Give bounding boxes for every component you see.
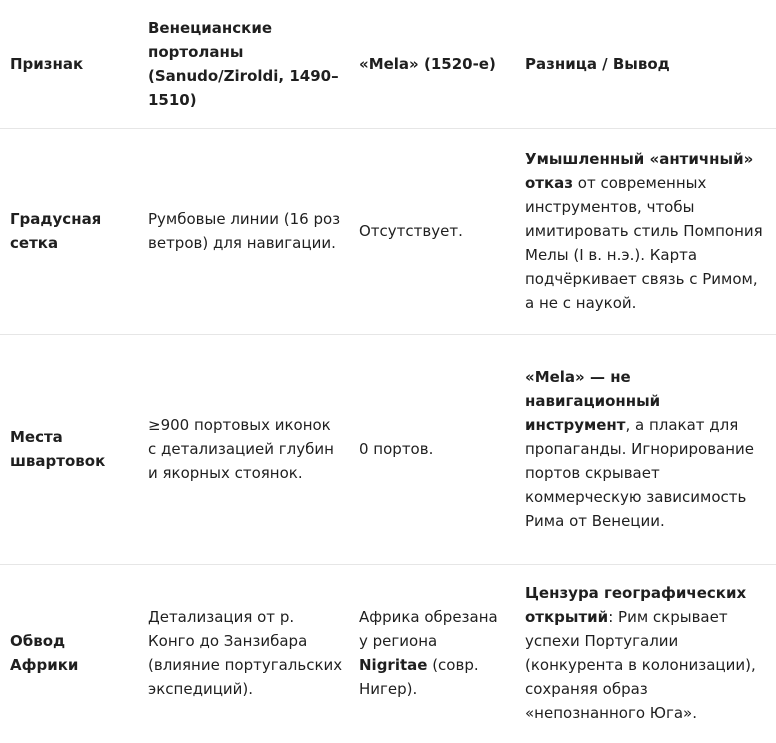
mela-cell: 0 портов. — [349, 334, 515, 564]
table-row — [0, 334, 776, 564]
mela-text: Африка обрезана у региона — [359, 608, 498, 651]
difference-cell — [515, 128, 776, 334]
mela-emphasis: Nigritae — [359, 656, 428, 675]
difference-cell — [515, 334, 776, 564]
header-venetian-portolans: Венецианские портоланы (Sanudo/Ziroldi, 1490–1510) — [138, 0, 349, 128]
feature-cell: Места швартовок — [0, 334, 138, 564]
difference-emphasis: Умышленный «античный» отказ — [525, 150, 754, 192]
difference-cell — [515, 564, 776, 742]
venetian-cell: Детализация от р. Конго до Занзибара (влияние португальских экспедиций). — [148, 608, 343, 699]
difference-emphasis: «Mela» — не навигационный инструмент — [525, 368, 661, 434]
header-feature: Признак — [0, 0, 138, 128]
difference-text: от современных инструментов, чтобы имитировать стиль Помпония Мелы (I в. н.э.). Карта подчёркивает связь с Римом, а не с наукой. — [525, 174, 763, 312]
difference-emphasis: Цензура географических открытий — [525, 584, 747, 627]
feature-cell: Обвод Африки — [10, 632, 79, 675]
venetian-cell: ≥900 портовых иконок с детализацией глубин и якорных стоянок. — [138, 334, 349, 564]
feature-cell: Градусная сетка — [0, 128, 138, 334]
venetian-cell: Румбовые линии (16 роз ветров) для навигации. — [138, 128, 349, 334]
header-mela: «Mela» (1520-е) — [349, 0, 515, 128]
mela-text-end: (совр. Нигер). — [359, 656, 479, 699]
header-row — [0, 0, 776, 128]
mela-cell: Отсутствует. — [349, 128, 515, 334]
mela-cell — [349, 564, 515, 742]
table-row — [0, 564, 776, 742]
header-difference: Разница / Вывод — [515, 0, 776, 128]
difference-text: , а плакат для пропаганды. Игнорирование портов скрывает коммерческую зависимость Рима от Венеции. — [525, 416, 755, 530]
table-row — [0, 128, 776, 334]
difference-text: : Рим скрывает успехи Португалии (конкурента в колонизации), сохраняя образ «непознанного Юга». — [525, 608, 756, 723]
